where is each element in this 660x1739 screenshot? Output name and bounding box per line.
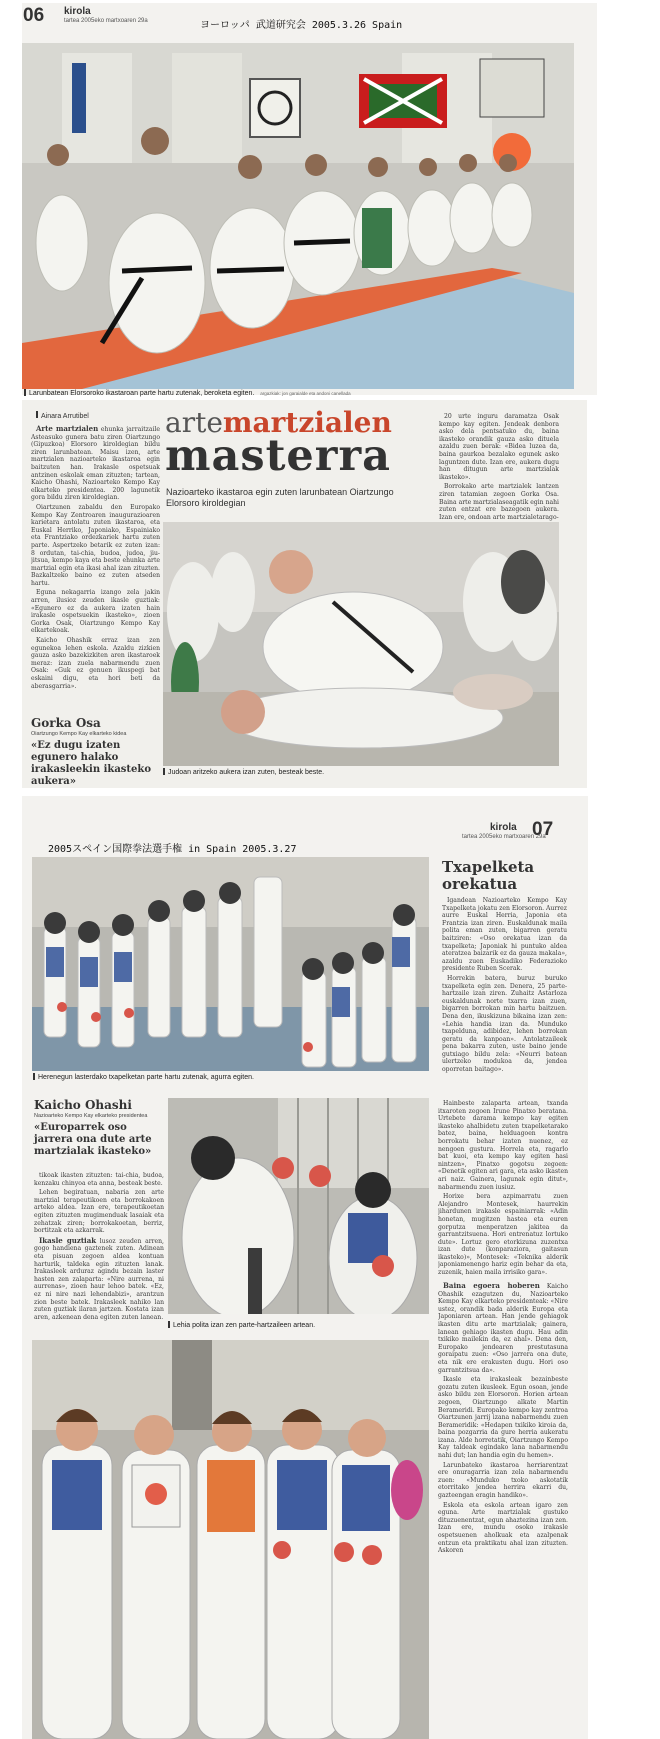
- caption-text: Judoan aritzeko aukera izan zuten, besteak beste.: [168, 769, 325, 776]
- headline-word-1: arte: [165, 406, 223, 439]
- left-label: Ikasle guztiak: [39, 1235, 97, 1245]
- issue-date: tartea 2005eko martxoaren 29a: [462, 834, 546, 840]
- col1-para: Kaicho Ohashik erraz izan zen egunekoa lehen eskola. Azaldu zizkien gauza asko bazekizkiten aren ikastaroek meraz: izan zuela nabarmendu zuen Osak: «Guk ez genuen ikuspegi bat eskaini digu, eta hori beti da aberasgarria».: [31, 637, 160, 690]
- left-para: [34, 1237, 164, 1322]
- article1-column3: [439, 413, 559, 521]
- section-label: kirola: [64, 6, 91, 17]
- caption-text: Larunbatean Elorsoroko ikastaroan parte hartu zutenak, beroketa egiten.: [29, 390, 255, 397]
- headline-main: masterra: [165, 431, 391, 481]
- col1-para-1: ehunka jarraitzaile Asteasuko gunera batu ziren Oiartzungo (Gipuzkoa) Elorsoro kiroldegian bildu ziren larunbatean. Maisu izen, arte martzialen nazioarteko ikastaroa egin baitzuten han. Irakasle ospetsuak antzinen eskolak eman zituzten; tartean, Kaicho Ohashi, Nazioarteko Kempo Kay elkarteko presidentea. 200 lagunetik gora bildu ziren kiroldegian.: [31, 426, 160, 502]
- subheadline: Nazioarteko ikastaroa egin zuten larunbatean Oiartzungo Elorsoro kiroldegian: [166, 487, 394, 508]
- caption-bar: [24, 389, 26, 396]
- page-number: 06: [23, 5, 45, 26]
- left-para: tikoak ikasten zituzten: tai-chia, budoa, kenzaku chinyoa eta anna, besteak beste.: [34, 1172, 164, 1187]
- article2-right-column-top: [442, 897, 567, 1092]
- judo-photo-caption: [163, 768, 324, 776]
- issue-date: tartea 2005eko martxoaren 29a: [64, 18, 148, 24]
- left-para: Lehen begiratuan, nabaria zen arte martzial terapeutikoen eta borrokakoen arteko aldea. Izan ere, terapeutikoetan egiten zituzten mugimenduak lasaiak eta zehatzak ziren; borrokakoetan, berriz, bortitzak eta azkarrak.: [34, 1189, 164, 1235]
- caption-bar: [163, 768, 165, 775]
- children-photo: [32, 1340, 429, 1739]
- page-number: 07: [532, 819, 554, 840]
- author-name: Ainara Arrutibel: [41, 413, 89, 420]
- article1-column1: [31, 425, 160, 710]
- left-para-text: lusoz zeuden arren, gogo handiena gaztenek zuten. Adinean eta pisuan zegoen aldea kontuan harturik, taldeka egin zituzten lanak. Irakasleek arduraz agindu bezain laster hasten zen zalaparta: «Nire aurrena, ni aurrenas», zioen haur lehoo batek. «Ez, ez ni nire nazi lehendabizi», arantzun zion beste batek. Irakasleek nahiko lan zuten guztiak ilaran jartzen. Kostata izan aren, azkenean dena egiten zuten lanean.: [34, 1237, 164, 1321]
- handwritten-note: 2005スペイン国際拳法選手権 in Spain 2005.3.27: [48, 844, 297, 855]
- handwritten-note: ヨーロッパ 武道研究会 2005.3.26 Spain: [200, 20, 403, 31]
- col1-para: Oiartzunen zabaldu den Europako Kempo Kay Zentroaren inaugurazioaren karietara antolatu zuten ikastaroa, eta Euskal Herriko, Japoniako, Espainiako eta Frantziako ordezkariek hartu zuten parte. Aspertzeko betarik ez zuten izan: 8 ordutan, tai-chia, budoa, judoa, jiu-jitsua, kempo kaya eta beste ehunka arte martzial egin eta ikasi ahal izan zituzten. Bazkaltzeko baino ez zuten atseden hartu.: [31, 503, 160, 587]
- col3-para: 20 urte inguru daramatza Osak kempo kay egiten. Jendeak denbora asko dela pentsatuko du, baina ikasteko orandik gauza asko dituela azaldu zuen berak: «Bidea luzea da, baina gaurkoa bezalako egunek asko laguntzen dute. Izan ere, aukera dugu han ditugun arte martzialak ikasteko».: [439, 413, 559, 481]
- quote-role: Nazioarteko Kempo Kay elkarteko presidentea: [34, 1113, 148, 1119]
- sparring-photo-caption: [168, 1321, 315, 1329]
- subhead2: Baina egoera hoberen: [443, 1282, 540, 1290]
- lead-label: Arte martzialen: [36, 425, 99, 433]
- caption-bar: [168, 1321, 170, 1328]
- quote-text: «Ez dugu izaten egunero halako irakasleekin ikasteko aukera»: [31, 740, 152, 787]
- headline-word-2: martzialen: [222, 406, 392, 439]
- right-para: Hainbeste zalaparta artean, txanda itxaroten zegoen Irune Pinatxo beratana. Urtebete darama kempo kay egiten ikasteko ahalbidetu zuten txapelketarako batez, baina, helduagoen kontra borrokatu behar izaten nuenez, ez nengoen gustura. Horrela eta, ragarlo bat kuoi, eta kempo kay egiten hasi nintzen», Pinatxo gogotsu zegoen: «Denetik egiten ari gara, eta asko ikasten ari naiz. Gainera, lagunak egin ditut», nabarmendu zuen iusiuz.: [438, 1100, 568, 1191]
- col3-para: Borrokako arte martzialek lantzen ziren tatamian zegoen Gorka Osa. Baina arte martzialaseagatik egin nahi zuten entzat ere bazegoen aukera. Izan ere, ondoan arte martzialetarago-: [439, 483, 559, 521]
- warmup-photo-caption: [24, 389, 351, 397]
- col1-para: [31, 425, 160, 502]
- right-para: Ikasle eta irakasleak bezainbeste gozatu zuten ikusleek. Egun osoan, jende asko bildu zen Elorsoron. Horien artean zegoen, Oiartzungo alkate Martin Berameridi. Europako kempo kay zentroa Oiartzunen jarrij izana nabarmendu zuen Berameridik: «Hedapen txikiko kiroia da, baina pozgarria da gure herria aukeratu izana. Alde horretatik, Oiartzungo Kempo Kay taldeak egindako lana nabarmendu nahi dut; lan handia egin du hemen».: [438, 1376, 568, 1460]
- author-bar: [36, 411, 38, 418]
- warmup-photo: [22, 43, 574, 389]
- right-para: Horixe bera azpimarratu zuen Alejandro Montesek, haurrekin jihardunen irakasle espainiarrak: «Adin honetan, mugitzen hastea eta euren gorputza menperatzen jakitea da garrantzitsuena. Hori entrenatuz lortuko dute». Lortuz gero etorkizuna zuzentxa izan dute (konparaziora, gaitasun ikasteko)», Montesek: «Teknika alderik japoniamenengo hariz egin behar da eta, zuzenik, haien maila irrisiko gara».: [438, 1193, 568, 1277]
- greeting-photo-caption: [33, 1073, 254, 1081]
- article2-right-column-bottom: [438, 1100, 568, 1280]
- section-label: kirola: [490, 822, 517, 833]
- right-para: Larunbateko ikastaroa herriarentzat ere onuragarria izan zela nabarmendu zuen: «Munduko txoko askotatik etorritako jendea herrira ekarri du, gazteengan eragin handiko».: [438, 1461, 568, 1500]
- caption-bar: [33, 1073, 35, 1080]
- right-para: Eskola eta eskola artean igaro zen eguna. Arte martzialak gustuko dituzuenentzat, egun ahaztezina izan zen. Izan ere, mundu osoko irakasle ospetsuenen aholkuak eta azalpenak entzun eta praktikatu ahal izan zituzten. Askoren: [438, 1501, 568, 1555]
- quote-name: Gorka Osa: [31, 716, 101, 730]
- article-author: [36, 411, 89, 420]
- sparring-photo: [168, 1098, 429, 1314]
- article2-headline: Txapelketa orekatua: [442, 858, 535, 893]
- caption-text: Lehia polita izan zen parte-hartzaileen artean.: [173, 1322, 316, 1329]
- photo-credit: argazkiak: jon garaialde eta andoni canellada: [260, 391, 351, 396]
- right-para-text: Kaicho Ohashik ezagutzen du, Nazioarteko Kempo Kay elkarteko presidenteak: «Nire ustez, orandik bada alderik Europa eta Japoniaren artean. Han jende gehiagok ikasten ditu arte martzialak; gainera, lanean gehiago ikasten dugu. Hau adin txikiko mailekin da, ez ahal». Dena den, Europako jendearen prestutasuna goraipatu zuen: «Oso jarrera ona dute, eta nik ere erakusten dugu. Hori oso garrantzitsua da».: [438, 1283, 568, 1374]
- greeting-photo: [32, 857, 429, 1071]
- right-para: Igandean Nazioarteko Kempo Kay Txapelketa jokatu zen Elorsoron. Aurrez aurre Euskal Herria, Japonia eta Frantzia izan ziren. Euskaldunak maila polita eman zuten, bigarren geratu baitziren: «Oso orekatua izan da txapelketa; Japoniak hi puntuko aldea ateratzea baizarik ez da gauza makala», azaldu zuen Euskadiko Federazioko presidente Ruben Scerak.: [442, 897, 567, 973]
- caption-text: Herenegun lasterdako txapelketan parte hartu zutenak, agurra egiten.: [38, 1074, 254, 1081]
- judo-photo: [163, 522, 559, 766]
- quote-name: Kaicho Ohashi: [34, 1098, 132, 1112]
- article2-left-column: [34, 1172, 164, 1332]
- quote-role: Oiartzungo Kempo Kay elkarteko kidea: [31, 731, 127, 737]
- right-para: Horrekin batera, buruz buruko txapelketa egin zen. Denera, 25 parte-hartzaile izan ziren. Zuhaitz Astarloza euskaldunak norte txarra izan zuen, bigarren borrokan min hartu baitzuen. Dena den, ikuskizuna bikaina izan zen: «Lehia handia izan da. Munduko txapelduna, adibidez, lehen borrokan geratu da kanpoan». Antolatzaileek pena bakarra zuten, uste baino jende gutxiago bildu zela: «Neurri batean ulertzeko modukoa da, jendea oporretan baitago».: [442, 974, 567, 1074]
- right-para: [438, 1282, 568, 1374]
- article2-right-column-bottom2: [438, 1282, 568, 1737]
- quote-text: «Europarrek oso jarrera ona dute arte martzialak ikasteko»: [34, 1122, 152, 1157]
- col1-para: Eguna nekagarria izango zela jakin arren, ilusioz zeuden ikasle guztiak: «Egunero ez da aukera izaten hain irakasle ospetsuekin ikasteko», zioen Gorka Osak, Oiartzungo Kempo Kay elkartekoak.: [31, 589, 160, 635]
